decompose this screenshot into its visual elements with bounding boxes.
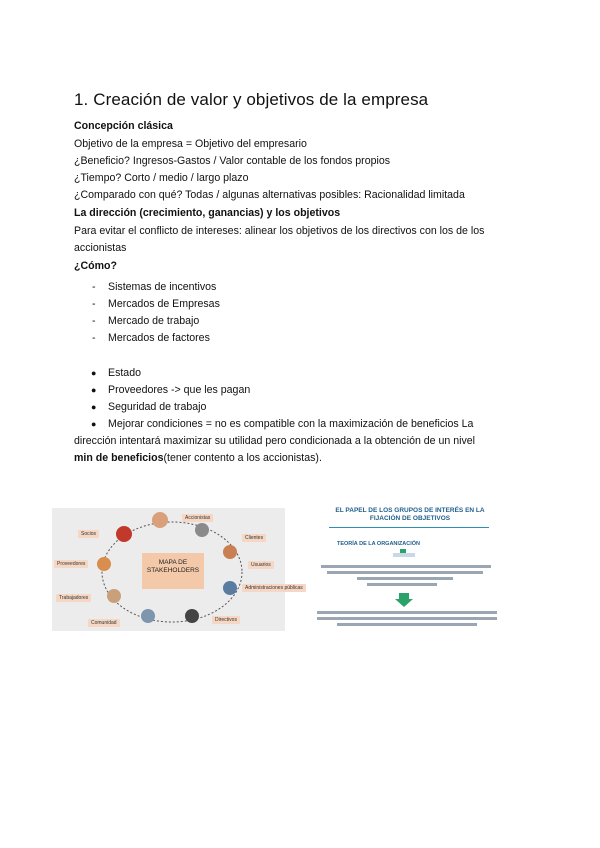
tag: Comunidad	[88, 619, 120, 627]
list-item: Proveedores -> que les pagan	[108, 384, 251, 396]
page-title: 1. Creación de valor y objetivos de la empresa	[74, 90, 429, 109]
text-line	[74, 451, 322, 465]
text-tail: (tener contento a los accionistas).	[163, 452, 322, 464]
list-item: Estado	[108, 367, 141, 379]
text-line: ¿Comparado con qué? Todas / algunas alternativas posibles: Racionalidad limitada	[74, 189, 465, 201]
figure-text-placeholder	[307, 503, 504, 630]
text-line: accionistas	[74, 242, 127, 254]
tag: Trabajadores	[56, 594, 91, 602]
dash-marker: -	[92, 332, 96, 344]
text-line: ¿Tiempo? Corto / medio / largo plazo	[74, 172, 249, 184]
stakeholder-map-image	[52, 508, 303, 631]
bullet-icon: ●	[91, 385, 97, 395]
tag: Proveedores	[54, 560, 88, 568]
list-item: Sistemas de incentivos	[108, 281, 217, 293]
text-line: dirección intentará maximizar su utilidad pero condicionada a la obtención de un nivel	[74, 435, 476, 447]
tag: Administraciones públicas	[242, 584, 306, 592]
dash-marker: -	[92, 281, 96, 293]
text-line: Objetivo de la empresa = Objetivo del empresario	[74, 138, 307, 150]
text-line: Para evitar el conflicto de intereses: alinear los objetivos de los directivos con los de los	[74, 225, 485, 237]
section-heading-how: ¿Cómo?	[74, 260, 117, 272]
tag: Directivos	[212, 616, 240, 624]
center-box	[142, 553, 204, 589]
figure-heading-line-2: FIJACIÓN DE OBJETIVOS	[369, 515, 451, 522]
tag: Socios	[78, 530, 99, 538]
list-item: Mercados de Empresas	[108, 298, 220, 310]
section-heading-direction: La dirección (crecimiento, ganancias) y los objetivos	[74, 207, 341, 219]
tag: Usuarios	[248, 561, 274, 569]
text-line: ¿Beneficio? Ingresos-Gastos / Valor contable de los fondos propios	[74, 155, 391, 167]
dash-marker: -	[92, 298, 96, 310]
bullet-icon: ●	[91, 402, 97, 412]
section-heading-classic: Concepción clásica	[74, 120, 173, 132]
list-item: Mercado de trabajo	[108, 315, 200, 327]
figure-subheading: TEORÍA DE LA ORGANIZACIÓN	[337, 541, 421, 547]
tag: Clientes	[242, 534, 266, 542]
tag: Accionistas	[182, 514, 213, 522]
list-item: Seguridad de trabajo	[108, 401, 207, 413]
list-item: Mercados de factores	[108, 332, 210, 344]
center-title-1: MAPA DE	[158, 559, 188, 566]
figure-heading-line-1: EL PAPEL DE LOS GRUPOS DE INTERÉS EN LA	[335, 507, 485, 514]
center-title-2: STAKEHOLDERS	[146, 567, 200, 574]
bullet-icon: ●	[91, 368, 97, 378]
bold-phrase: min de beneficios	[74, 452, 164, 464]
organization-theory-image	[307, 503, 504, 630]
list-item: Mejorar condiciones = no es compatible con la maximización de beneficios La	[108, 418, 474, 430]
dash-marker: -	[92, 315, 96, 327]
bullet-icon: ●	[91, 419, 97, 429]
